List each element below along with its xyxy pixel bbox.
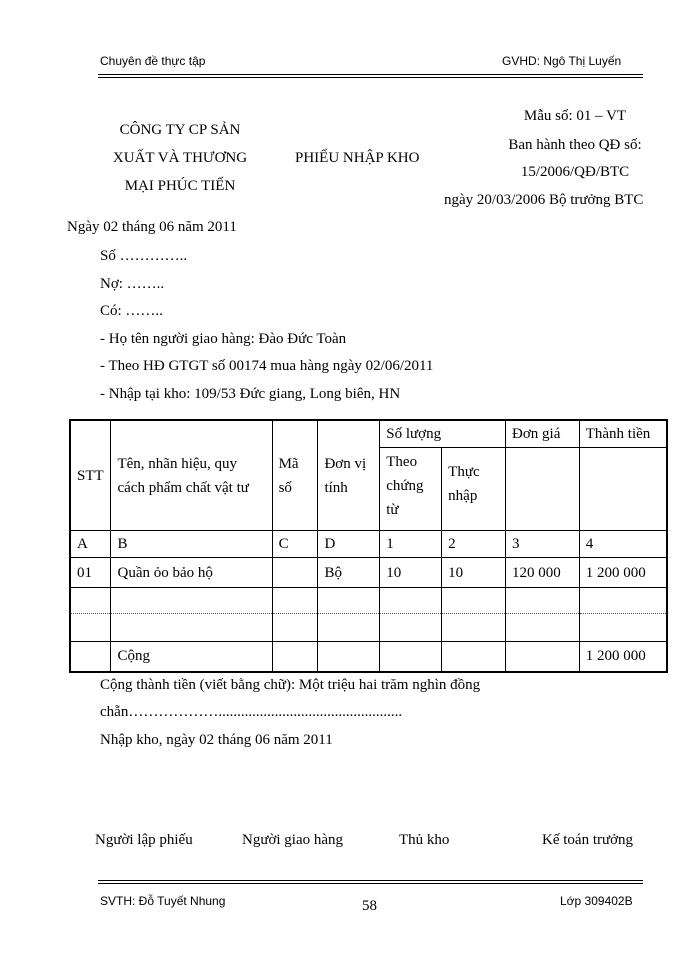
so-line: Số ………….. bbox=[100, 248, 188, 264]
col-header-price-blank bbox=[506, 448, 580, 531]
col-header-amount: Thành tiền bbox=[579, 420, 667, 448]
header-rule-2 bbox=[98, 77, 643, 78]
total-row bbox=[70, 642, 667, 672]
key-cell: D bbox=[318, 531, 380, 558]
row-stt: 01 bbox=[70, 558, 111, 588]
form-info-line-1: Mẫu số: 01 – VT bbox=[523, 108, 627, 124]
amount-words-line-1: Cộng thành tiền (viết bằng chữ): Một triệu hai trăm nghìn đồng bbox=[100, 677, 481, 693]
signature-deliverer: Người giao hàng bbox=[242, 832, 344, 848]
header-rule bbox=[98, 74, 643, 75]
key-cell: A bbox=[70, 531, 111, 558]
col-header-qty-real: Thực nhập bbox=[442, 448, 506, 531]
row-qty-doc: 10 bbox=[380, 558, 442, 588]
header-left: Chuyên đề thực tập bbox=[100, 54, 206, 68]
col-header-unit: Đơn vị tính bbox=[318, 420, 380, 531]
footer-left: SVTH: Đỗ Tuyết Nhung bbox=[100, 894, 226, 908]
row-unit: Bộ bbox=[318, 558, 380, 588]
goods-table bbox=[69, 419, 668, 673]
row-price: 120 000 bbox=[506, 558, 580, 588]
col-header-amount-blank bbox=[579, 448, 667, 531]
signature-storekeeper: Thủ kho bbox=[399, 832, 450, 848]
key-cell: C bbox=[272, 531, 318, 558]
footer-right: Lớp 309402B bbox=[560, 894, 633, 908]
footer-rule bbox=[98, 880, 643, 881]
no-line: Nợ: …….. bbox=[100, 276, 165, 292]
company-line-2: XUẤT VÀ THƯƠNG bbox=[112, 150, 248, 166]
co-line: Có: …….. bbox=[100, 303, 163, 319]
form-info-line-3: 15/2006/QĐ/BTC bbox=[520, 164, 630, 180]
row-qty-real: 10 bbox=[442, 558, 506, 588]
col-header-stt: STT bbox=[70, 420, 111, 531]
total-amount: 1 200 000 bbox=[579, 642, 667, 672]
table-row bbox=[70, 558, 667, 588]
key-cell: B bbox=[111, 531, 272, 558]
form-info-line-4: ngày 20/03/2006 Bộ trưởng BTC bbox=[444, 192, 644, 208]
date-line: Ngày 02 tháng 06 năm 2011 bbox=[67, 219, 237, 235]
warehouse-line: - Nhập tại kho: 109/53 Đức giang, Long biên, HN bbox=[100, 386, 401, 402]
total-label: Cộng bbox=[111, 642, 272, 672]
col-header-name: Tên, nhãn hiệu, quy cách phẩm chất vật tư bbox=[111, 420, 272, 531]
signature-chief-accountant: Kế toán trưởng bbox=[542, 832, 634, 848]
page-number: 58 bbox=[362, 898, 377, 914]
company-line-1: CÔNG TY CP SẢN bbox=[119, 122, 241, 138]
key-cell: 3 bbox=[506, 531, 580, 558]
footer-rule-2 bbox=[98, 883, 643, 884]
col-header-price: Đơn giá bbox=[506, 420, 580, 448]
key-cell: 1 bbox=[380, 531, 442, 558]
col-header-qty-doc: Theo chứng từ bbox=[380, 448, 442, 531]
doc-title: PHIẾU NHẬP KHO bbox=[295, 150, 420, 166]
row-amount: 1 200 000 bbox=[579, 558, 667, 588]
amount-words-line-2: chẵn………………................................................. bbox=[100, 704, 403, 720]
place-date: Nhập kho, ngày 02 tháng 06 năm 2011 bbox=[100, 732, 333, 748]
key-cell: 4 bbox=[579, 531, 667, 558]
empty-row bbox=[70, 614, 667, 642]
empty-row bbox=[70, 588, 667, 614]
key-row bbox=[70, 531, 667, 558]
deliverer-line: - Họ tên người giao hàng: Đào Đức Toàn bbox=[100, 331, 347, 347]
header-right: GVHD: Ngô Thị Luyến bbox=[502, 54, 622, 68]
company-line-3: MẠI PHÚC TIẾN bbox=[124, 178, 236, 194]
row-name: Quần ỏo bảo hộ bbox=[111, 558, 272, 588]
row-code bbox=[272, 558, 318, 588]
invoice-line: - Theo HĐ GTGT số 00174 mua hàng ngày 02/06/2011 bbox=[100, 358, 434, 374]
col-header-qty: Số lượng bbox=[380, 420, 506, 448]
col-header-code: Mã số bbox=[272, 420, 318, 531]
form-info-line-2: Ban hành theo QĐ số: bbox=[508, 137, 642, 153]
signature-preparer: Người lập phiếu bbox=[95, 832, 193, 848]
key-cell: 2 bbox=[442, 531, 506, 558]
